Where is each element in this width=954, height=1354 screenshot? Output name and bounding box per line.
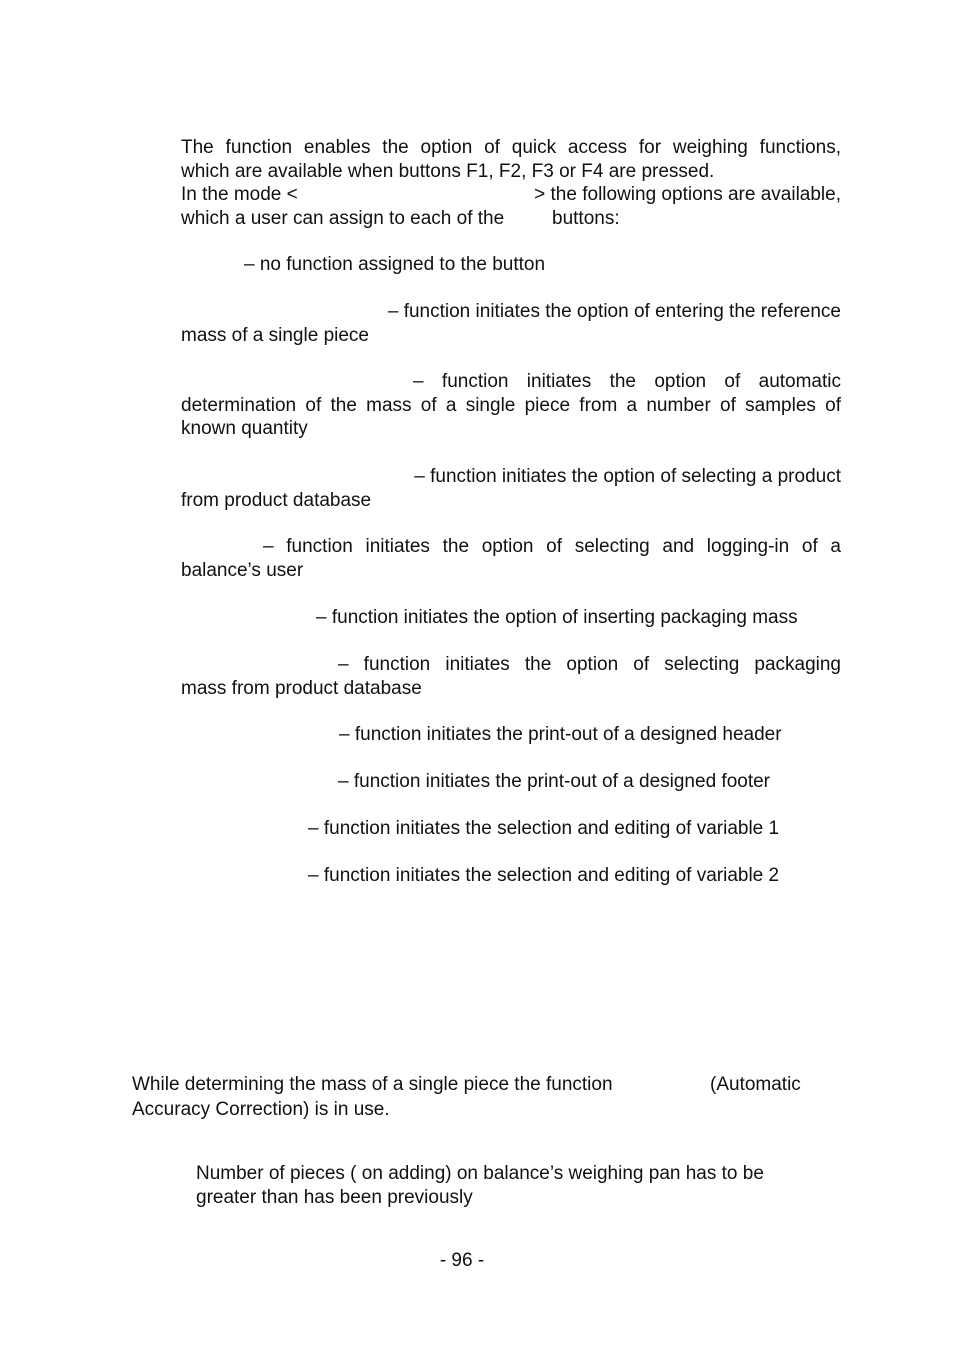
- option-print-header-text: – function initiates the print-out of a designed header: [339, 724, 782, 745]
- acc-line-1: [132, 1072, 812, 1097]
- acc-line-1-part2: (Automatic: [710, 1074, 801, 1095]
- option-select-user-line2: balance’s user: [181, 559, 304, 581]
- intro-line-2: which are available when buttons F1, F2, F3 or F4 are pressed.: [181, 160, 715, 182]
- intro-mode-prefix: In the mode <: [181, 184, 298, 205]
- option-automatic-line3: known quantity: [181, 418, 308, 439]
- option-insert-packaging: [316, 606, 798, 630]
- option-variable-1-text: – function initiates the selection and editing of variable 1: [308, 818, 780, 839]
- page-number: [0, 1249, 924, 1273]
- option-reference-mass: [181, 300, 841, 347]
- option-automatic-determination: [181, 370, 841, 441]
- option-insert-packaging-text: – function initiates the option of inserting packaging mass: [316, 607, 798, 628]
- intro-mode-line: [181, 183, 841, 207]
- intro-line-4-part1: which a user can assign to each of the: [181, 207, 505, 229]
- intro-mode-suffix: > the following options are available,: [534, 184, 841, 205]
- option-select-product-line1: – function initiates the option of selecting a product: [414, 466, 841, 487]
- option-reference-mass-line1: – function initiates the option of entering the reference: [387, 301, 841, 322]
- option-none: [244, 253, 545, 277]
- note-line-2: greater than has been previously: [196, 1186, 473, 1208]
- acc-line-1-part1: While determining the mass of a single piece the function: [132, 1074, 613, 1095]
- option-print-footer-text: – function initiates the print-out of a designed footer: [338, 771, 770, 792]
- option-none-text: – no function assigned to the button: [244, 254, 546, 275]
- option-variable-2: [308, 864, 779, 888]
- option-print-footer: [338, 770, 770, 794]
- option-variable-2-text: – function initiates the selection and editing of variable 2: [308, 865, 780, 886]
- option-select-packaging-line1: – function initiates the option of selecting packaging: [338, 654, 841, 675]
- option-automatic-line1: – function initiates the option of automatic: [413, 371, 841, 392]
- acc-line-2: Accuracy Correction) is in use.: [132, 1099, 390, 1120]
- intro-line-4: [181, 207, 841, 231]
- option-select-packaging: [181, 653, 841, 700]
- option-select-user-line1: – function initiates the option of selecting and logging-in of a: [263, 536, 841, 557]
- option-print-header: [339, 723, 782, 747]
- option-reference-mass-line2: mass of a single piece: [181, 324, 369, 346]
- page-number-text: - 96 -: [439, 1250, 485, 1271]
- intro-paragraph: [181, 136, 841, 230]
- note-paragraph: [196, 1162, 764, 1209]
- note-line-1: Number of pieces ( on adding) on balance’s weighing pan has to be: [196, 1163, 764, 1184]
- option-automatic-line2: determination of the mass of a single piece from a number of samples of: [181, 394, 841, 416]
- option-select-product: [181, 465, 841, 512]
- intro-line-1: The function enables the option of quick access for weighing functions,: [181, 137, 841, 158]
- option-select-product-line2: from product database: [181, 489, 372, 511]
- intro-line-4-part2: buttons:: [552, 207, 620, 229]
- option-select-packaging-line2: mass from product database: [181, 677, 422, 699]
- option-select-user: [181, 535, 841, 582]
- acc-paragraph: [132, 1072, 812, 1122]
- option-variable-1: [308, 817, 779, 841]
